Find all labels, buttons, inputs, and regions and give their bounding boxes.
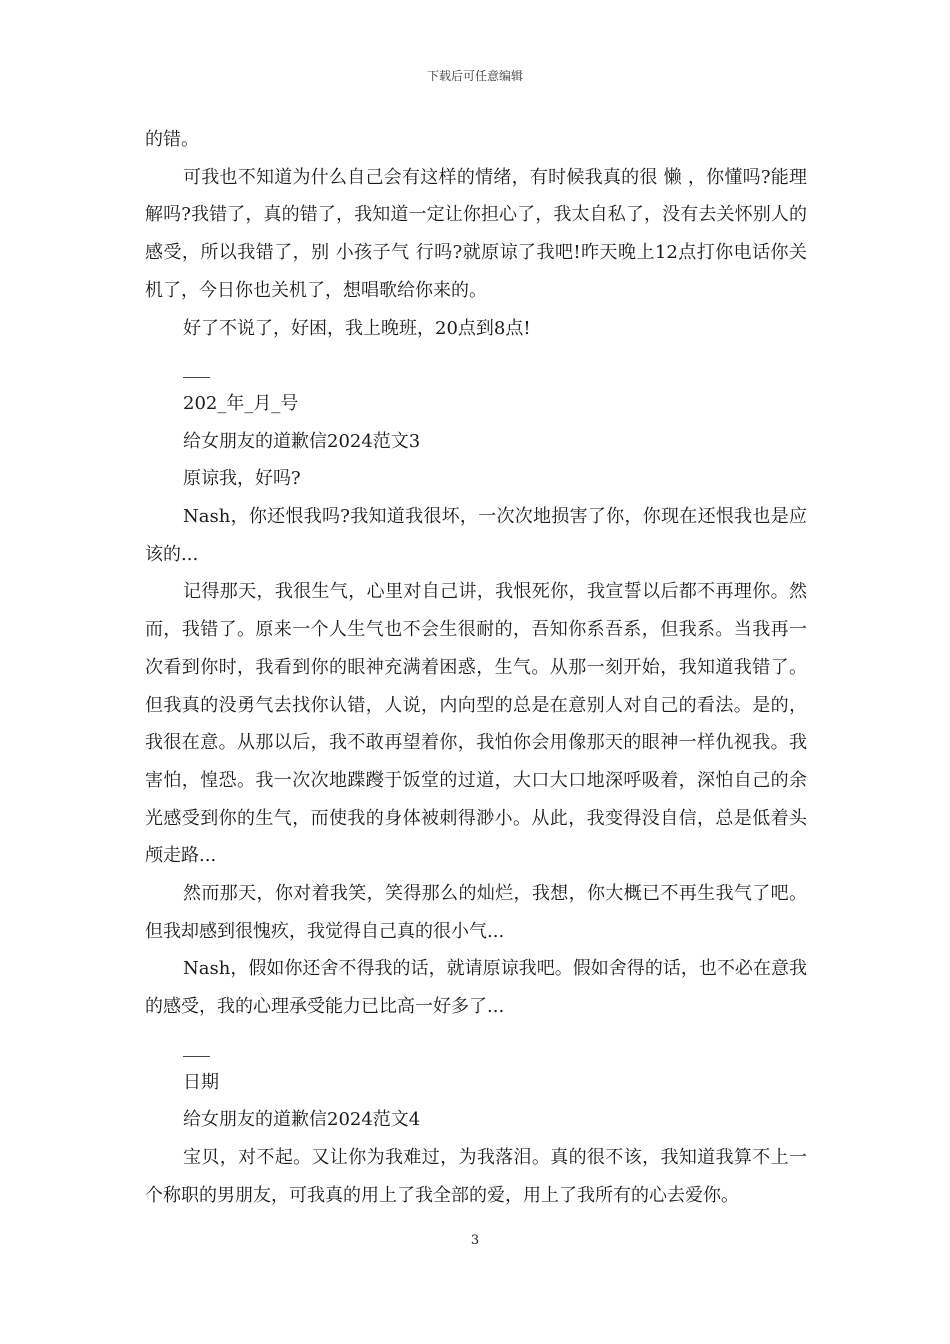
- paragraph: Nash，你还恨我吗?我知道我很坏，一次次地损害了你，你现在还恨我也是应该的...: [145, 506, 807, 565]
- page-header: 下载后可任意编辑: [426, 69, 523, 83]
- separator-line: [145, 347, 807, 385]
- document-body: [145, 121, 807, 1214]
- paragraph: Nash，假如你还舍不得我的话，就请原谅我吧。假如舍得的话，也不必在意我的感受，我的心理承受能力已比高一好多了...: [145, 958, 807, 1018]
- separator-line: [145, 1026, 807, 1064]
- paragraph: 记得那天，我很生气，心里对自己讲，我恨死你，我宣誓以后都不再理你。然而，我错了。原来一个人生气也不会生很耐的，吾知你系吾系，但我系。当我再一次看到你时，我看到你的眼神充满着困惑，生气。从那一刻开始，我知道我错了。但我真的没勇气去找你认错，人说，内向型的总是在意别人对自己的看法。是的，我很在意。从那以后，我不敢再望着你，我怕你会用像那天的眼神一样仇视我。我害怕，惶恐。我一次次地蹀躞于饭堂的过道，大口大口地深呼吸着，深怕自己的余光感受到你的生气，而使我的身体被刺得渺小。从此，我变得没自信，总是低着头颅走路...: [145, 581, 807, 867]
- paragraph: 好了不说了，好困，我上晚班，20点到8点!: [183, 317, 531, 339]
- paragraph: 然而那天，你对着我笑，笑得那么的灿烂，我想，你大概已不再生我气了吧。但我却感到很愧疚，我觉得自己真的很小气...: [145, 883, 807, 942]
- section-title: 给女朋友的道歉信2024范文4: [183, 1109, 421, 1131]
- paragraph: 可我也不知道为什么自己会有这样的情绪，有时候我真的很 懒 ，你懂吗?能理解吗?我错了，真的错了，我知道一定让你担心了，我太自私了，没有去关怀别人的感受，所以我错了，别 小孩子气 行吗?就原谅了我吧!昨天晚上12点打你电话你关机了，今日你也关机了，想唱歌给你来的。: [145, 166, 807, 301]
- paragraph: 的错。: [145, 129, 199, 150]
- section-title: 给女朋友的道歉信2024范文3: [183, 430, 421, 452]
- paragraph: 原谅我，好吗?: [183, 468, 301, 490]
- paragraph: 宝贝，对不起。又让你为我难过，为我落泪。真的很不该，我知道我算不上一个称职的男朋友，可我真的用上了我全部的爱，用上了我所有的心去爱你。: [145, 1146, 807, 1206]
- page-number: 3: [470, 1233, 480, 1248]
- date-line: 日期: [183, 1071, 219, 1093]
- date-line: 202_年_月_号: [183, 392, 299, 414]
